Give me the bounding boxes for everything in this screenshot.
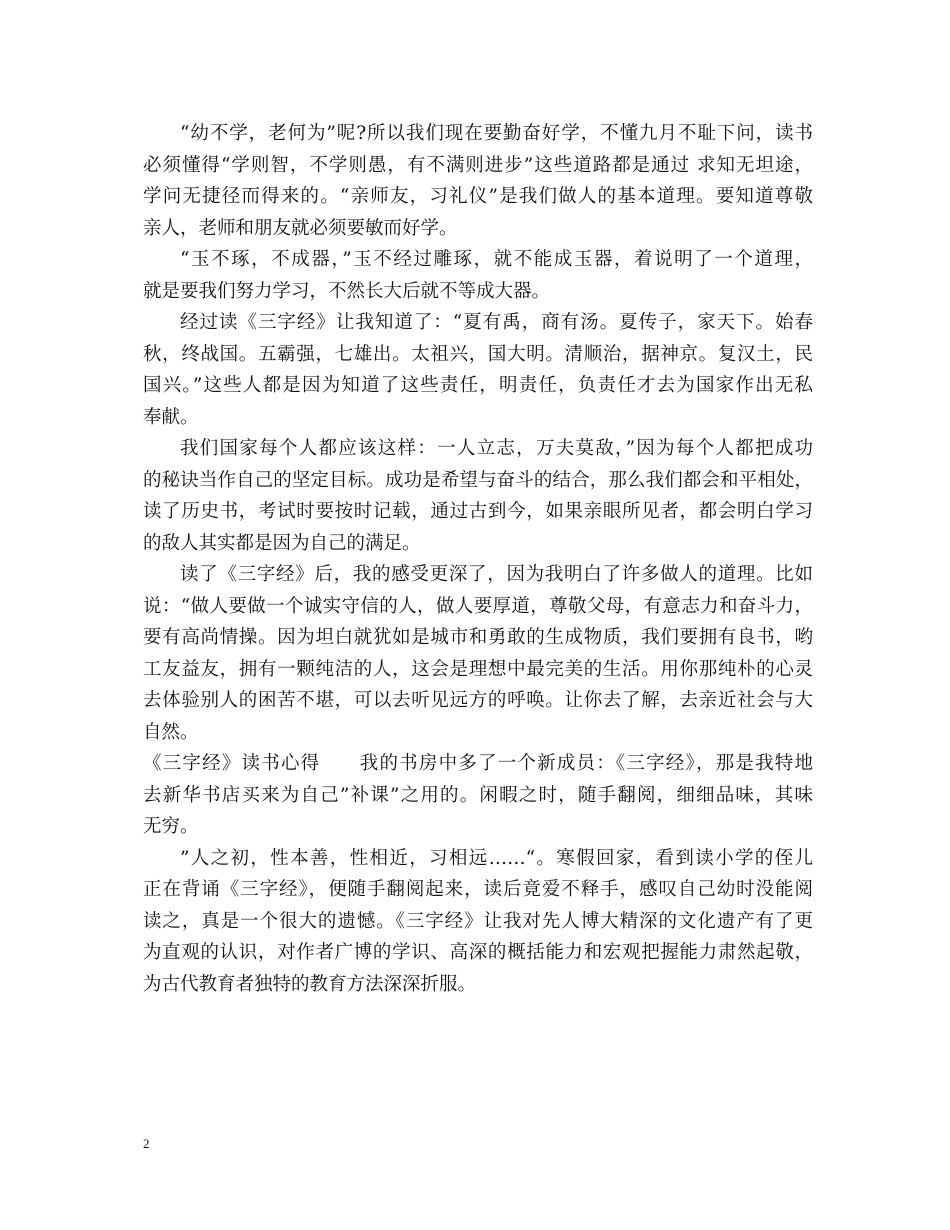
text-line: 说：“做人要做一个诚实守信的人，做人要厚道，尊敬父母，有意志力和奋斗力， <box>143 595 813 617</box>
text-line: 奉献。 <box>143 406 199 428</box>
text-line: 去体验别人的困苦不堪，可以去听见远方的呼唤。让你去了解，去亲近社会与大 <box>143 690 813 711</box>
text-line: 秋，终战国。五霸强，七雄出。太祖兴，国大明。清顺治，据神京。复汉土，民 <box>143 343 813 365</box>
text-line: 为直观的认识，对作者广博的学识、高深的概括能力和宏观把握能力肃然起敬， <box>143 942 813 963</box>
text-line: 经过读《三字经》让我知道了：“夏有禹，商有汤。夏传子，家天下。始春 <box>180 312 813 333</box>
text-line: “玉不琢，不成器，”玉不经过雕琢，就不能成玉器，着说明了一个道理， <box>180 249 813 270</box>
text-line: 去新华书店买来为自己”补课”之用的。闲暇之时，随手翻阅，细细品味，其味 <box>143 784 813 806</box>
text-line: 亲人，老师和朋友就必须要敏而好学。 <box>143 217 458 239</box>
text-line: 工友益友，拥有一颗纯洁的人，这会是理想中最完美的生活。用你那纯朴的心灵 <box>143 658 813 680</box>
text-line: 的秘诀当作自己的坚定目标。成功是希望与奋斗的结合，那么我们都会和平相处， <box>143 469 813 491</box>
text-line: 读了《三字经》后，我的感受更深了，因为我明白了许多做人的道理。比如 <box>180 564 813 585</box>
text-line: 国兴。”这些人都是因为知道了这些责任，明责任，负责任才去为国家作出无私 <box>143 375 813 396</box>
text-line: “幼不学，老何为”呢?所以我们现在要勤奋好学，不懂九月不耻下问，读书 <box>180 123 813 144</box>
text-line: 必须懂得“学则智，不学则愚，有不满则进步”这些道路都是通过 求知无坦途， <box>143 154 813 176</box>
text-line: 的敌人其实都是因为自己的满足。 <box>143 532 421 554</box>
text-line: 《三字经》读书心得 我的书房中多了一个新成员：《三字经》，那是我特地 <box>143 753 813 774</box>
page-number: 2 <box>143 1136 150 1151</box>
document-body <box>143 118 813 1000</box>
text-line: 为古代教育者独特的教育方法深深折服。 <box>143 973 477 995</box>
text-line: 自然。 <box>143 721 199 743</box>
text-line: 学问无捷径而得来的。“亲师友，习礼仪”是我们做人的基本道理。要知道尊敬 <box>143 186 813 207</box>
text-line: 读了历史书，考试时要按时记载，通过古到今，如果亲眼所见者，都会明白学习 <box>143 501 813 522</box>
text-line: 无穷。 <box>143 816 199 837</box>
text-line: 就是要我们努力学习，不然长大后就不等成大器。 <box>143 280 551 302</box>
text-line: ”人之初，性本善，性相近，习相远……“。寒假回家，看到读小学的侄儿 <box>180 847 813 869</box>
text-line: 我们国家每个人都应该这样：一人立志，万夫莫敌，”因为每个人都把成功 <box>180 438 813 459</box>
text-line: 正在背诵《三字经》，便随手翻阅起来，读后竟爱不释手，感叹自己幼时没能阅 <box>143 879 813 900</box>
text-line: 读之，真是一个很大的遗憾。《三字经》让我对先人博大精深的文化遗产有了更 <box>143 910 813 932</box>
text-line: 要有高尚情操。因为坦白就犹如是城市和勇敢的生成物质，我们要拥有良书，哟 <box>143 627 813 648</box>
